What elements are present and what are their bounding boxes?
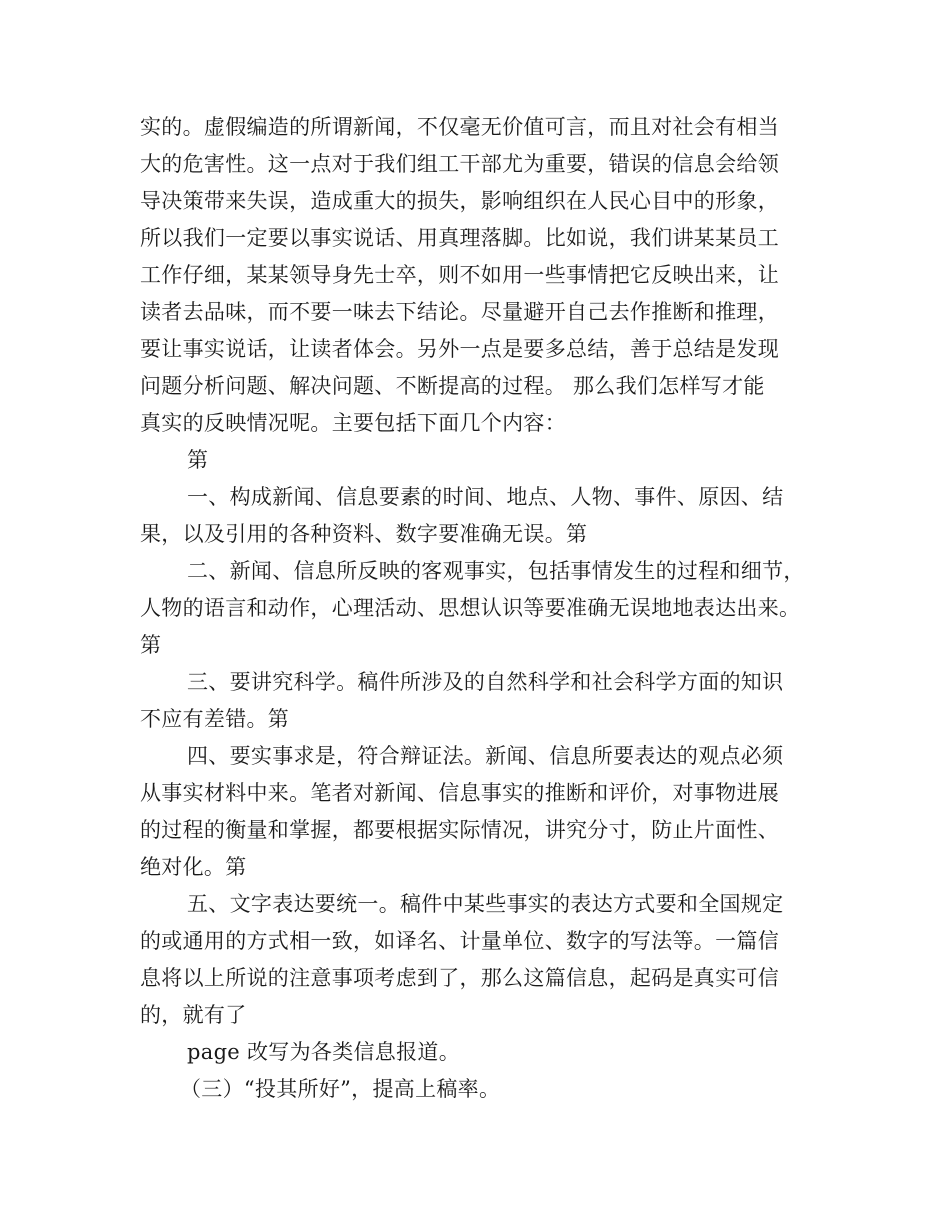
body-line: 问题分析问题、解决问题、不断提高的过程。 那么我们怎样写才能 (140, 374, 765, 398)
body-line: 的或通用的方式相一致，如译名、计量单位、数字的写法等。一篇信 (140, 929, 779, 953)
list-item-five: 五、文字表达要统一。稿件中某些事实的表达方式要和全国规定 (187, 892, 784, 916)
list-item-three: 三、要讲究科学。稿件所涉及的自然科学和社会科学方面的知识 (187, 670, 784, 694)
body-line: 果，以及引用的各种资料、数字要准确无误。第 (140, 522, 588, 546)
body-line: page 改写为各类信息报道。 (187, 1040, 461, 1064)
list-item-one: 一、构成新闻、信息要素的时间、地点、人物、事件、原因、结 (187, 485, 784, 509)
body-line: 人物的语言和动作，心理活动、思想认识等要准确无误地地表达出来。 (140, 596, 801, 620)
body-line: 第 (140, 633, 162, 657)
body-line: 所以我们一定要以事实说话、用真理落脚。比如说，我们讲某某员工 (140, 226, 779, 250)
body-line: 的过程的衡量和掌握，都要根据实际情况，讲究分寸，防止片面性、 (140, 818, 779, 842)
body-line: 要让事实说话，让读者体会。另外一点是要多总结，善于总结是发现 (140, 337, 779, 361)
body-line: 导决策带来失误，造成重大的损失，影响组织在人民心目中的形象， (140, 189, 779, 213)
list-item-four: 四、要实事求是，符合辩证法。新闻、信息所要表达的观点必须 (187, 744, 784, 768)
body-line: 实的。虚假编造的所谓新闻，不仅毫无价值可言，而且对社会有相当 (140, 115, 779, 139)
body-line: 从事实材料中来。笔者对新闻、信息事实的推断和评价，对事物进展 (140, 781, 779, 805)
body-line: 的，就有了 (140, 1003, 247, 1027)
body-line: 绝对化。第 (140, 855, 247, 879)
body-line: 不应有差错。第 (140, 707, 290, 731)
body-line: 真实的反映情况呢。主要包括下面几个内容： (140, 411, 566, 435)
body-line: 息将以上所说的注意事项考虑到了，那么这篇信息，起码是真实可信 (140, 966, 779, 990)
section-heading: （三）“投其所好”，提高上稿率。 (180, 1077, 501, 1101)
body-line: 读者去品味，而不要一味去下结论。尽量避开自己去作推断和推理， (140, 300, 779, 324)
body-line: 第 (187, 448, 209, 472)
list-item-two: 二、新闻、信息所反映的客观事实，包括事情发生的过程和细节， (187, 559, 805, 583)
body-line: 大的危害性。这一点对于我们组工干部尤为重要，错误的信息会给领 (140, 152, 779, 176)
body-line: 工作仔细，某某领导身先士卒，则不如用一些事情把它反映出来，让 (140, 263, 779, 287)
